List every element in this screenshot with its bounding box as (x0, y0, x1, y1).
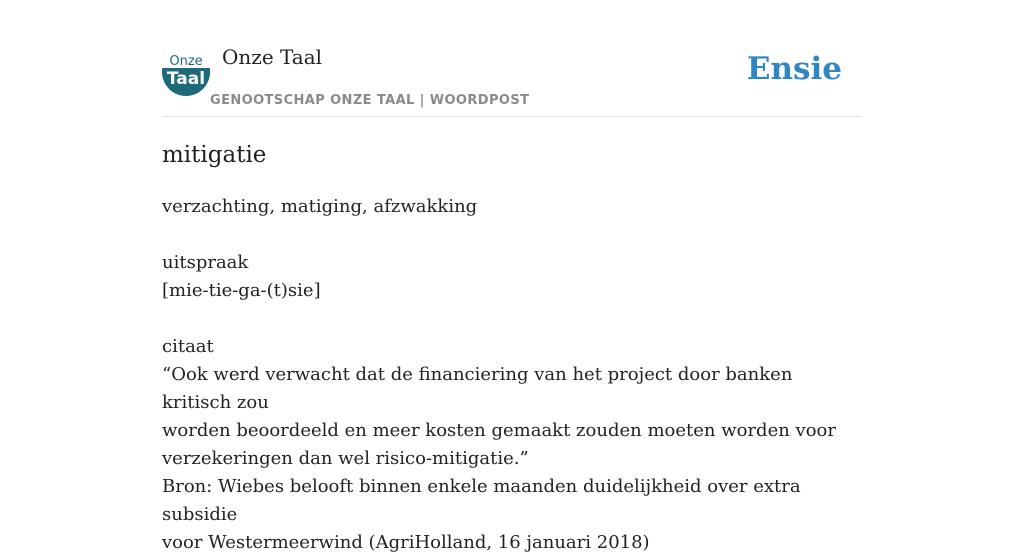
pronunciation-label: uitspraak (162, 252, 249, 273)
quote-label: citaat (162, 336, 214, 357)
spacer (162, 221, 862, 249)
brand-subtitle: GENOOTSCHAP ONZE TAAL | WOORDPOST (210, 93, 530, 108)
quote-line: verzekeringen dan wel risico-mitigatie.” (162, 448, 529, 469)
source-line: voor Westermeerwind (AgriHolland, 16 januari 2018) (162, 532, 650, 553)
ensie-logo[interactable]: Ensie (746, 51, 842, 87)
quote-line: “Ook werd verwacht dat de financiering van het project door banken kritisch zou (162, 364, 793, 413)
onze-taal-logo[interactable] (162, 52, 210, 96)
entry-content (162, 135, 862, 557)
header (162, 40, 862, 117)
pronunciation-text: [mie-tie-ga-(t)sie] (162, 280, 321, 301)
brand-name[interactable]: Onze Taal (222, 45, 323, 69)
spacer (162, 305, 862, 333)
entry-definition: verzachting, matiging, afzwakking (162, 196, 478, 217)
entry-term: mitigatie (162, 142, 267, 168)
quote-line: worden beoordeeld en meer kosten gemaakt zouden moeten worden voor (162, 420, 836, 441)
logo-text-top: Onze (169, 54, 203, 69)
source-line: Bron: Wiebes belooft binnen enkele maanden duidelijkheid over extra subsidie (162, 476, 801, 525)
logo-text-bottom: Taal (166, 69, 206, 89)
